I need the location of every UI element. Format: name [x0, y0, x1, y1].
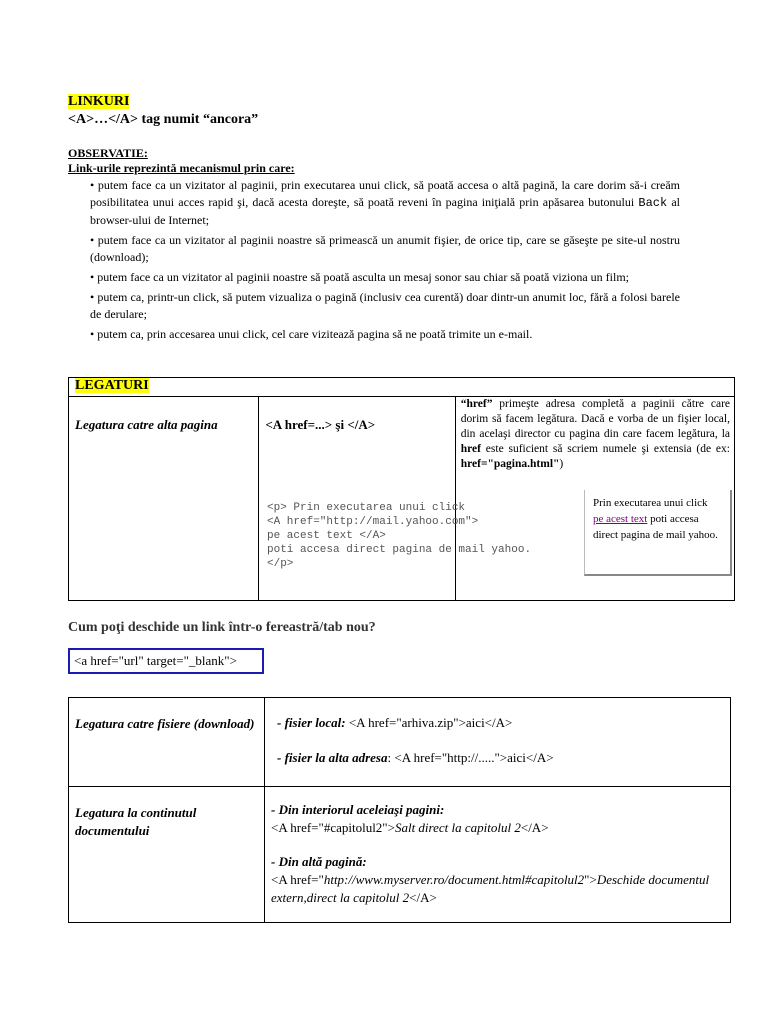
other-page-block: - Din altă pagină: <A href="http://www.myserver.ro/document.html#capitolul2">Deschide documentul extern,direct la capitolul 2</A>	[271, 854, 710, 905]
syntax-text: <A href=...> şi </A>	[265, 417, 376, 432]
page-title: LINKURI	[68, 94, 130, 109]
target-blank-code: <a href="url" target="_blank">	[68, 648, 264, 674]
row-label-cell	[69, 397, 259, 601]
list-item: • putem ca, prin accesarea unui click, cel care vizitează pagina să ne poată trimite un e-mail.	[90, 327, 533, 341]
bullet-list	[90, 177, 680, 346]
rendered-preview: Prin executarea unui click pe acest text poti accesa direct pagina de mail yahoo.	[584, 490, 732, 576]
description-text: “href” primeşte adresa completă a paginii către care dorim să facem legătura. Dacă e vorba de un fişier local, din acelaşi director cu pagina din care facem legătura, la href este suficient să scriem numele şi extensia (de ex: href="pagina.html")	[460, 398, 730, 470]
list-item: • putem face ca un vizitator al paginii, prin executarea unui click, să poată accesa o altă pagină, la care dorim să-i creăm posibilitatea unui acces rapid şi, dacă acesta doreşte, să poată reveni în pagina iniţială prin apăsarea butonului Back al browser-ului de Internet;	[90, 178, 681, 227]
list-item: • putem ca, printr-un click, să putem vizualiza o pagină (inclusiv cea curentă) doar dintr-un anumit loc, fără a folosi barele de derulare;	[90, 290, 680, 321]
observatie-subheading: Link-urile reprezintă mecanismul prin care:	[68, 161, 295, 175]
remote-file-line: - fisier la alta adresa: <A href="http://.....">aici</A>	[277, 750, 554, 765]
row-label: Legatura catre alta pagina	[75, 417, 218, 432]
local-file-line: - fisier local: <A href="arhiva.zip">aici</A>	[277, 715, 513, 730]
section-question: Cum poţi deschide un link într-o fereastră/tab nou?	[68, 620, 376, 635]
row-content-cell	[265, 787, 731, 923]
table-header: LEGATURI	[69, 378, 735, 397]
row-label-cell	[69, 787, 265, 923]
preview-link[interactable]: pe acest text	[593, 513, 648, 525]
list-item: • putem face ca un vizitator al paginii noastre să primească un anumit fişier, de orice tip, care se găseşte pe site-ul nostru (download);	[90, 233, 680, 264]
observatie-heading: OBSERVATIE:	[68, 146, 148, 160]
row-label: Legatura catre fisiere (download)	[75, 716, 255, 731]
page-subtitle: <A>…</A> tag numit “ancora”	[68, 112, 259, 127]
row-label: Legatura la continutul documentului	[75, 805, 197, 838]
same-page-block: - Din interiorul aceleiaşi pagini: <A href="#capitolul2">Salt direct la capitolul 2</A>	[271, 802, 549, 835]
link-types-table	[68, 697, 731, 923]
code-example: <p> Prin executarea unui click <A href="http://mail.yahoo.com"> pe acest text </A> poti accesa direct pagina de mail yahoo. </p>	[267, 502, 532, 570]
list-item: • putem face ca un vizitator al paginii noastre să poată asculta un mesaj sonor sau chiar să poată viziona un film;	[90, 270, 630, 284]
row-label-cell	[69, 698, 265, 787]
row-content-cell	[265, 698, 731, 787]
